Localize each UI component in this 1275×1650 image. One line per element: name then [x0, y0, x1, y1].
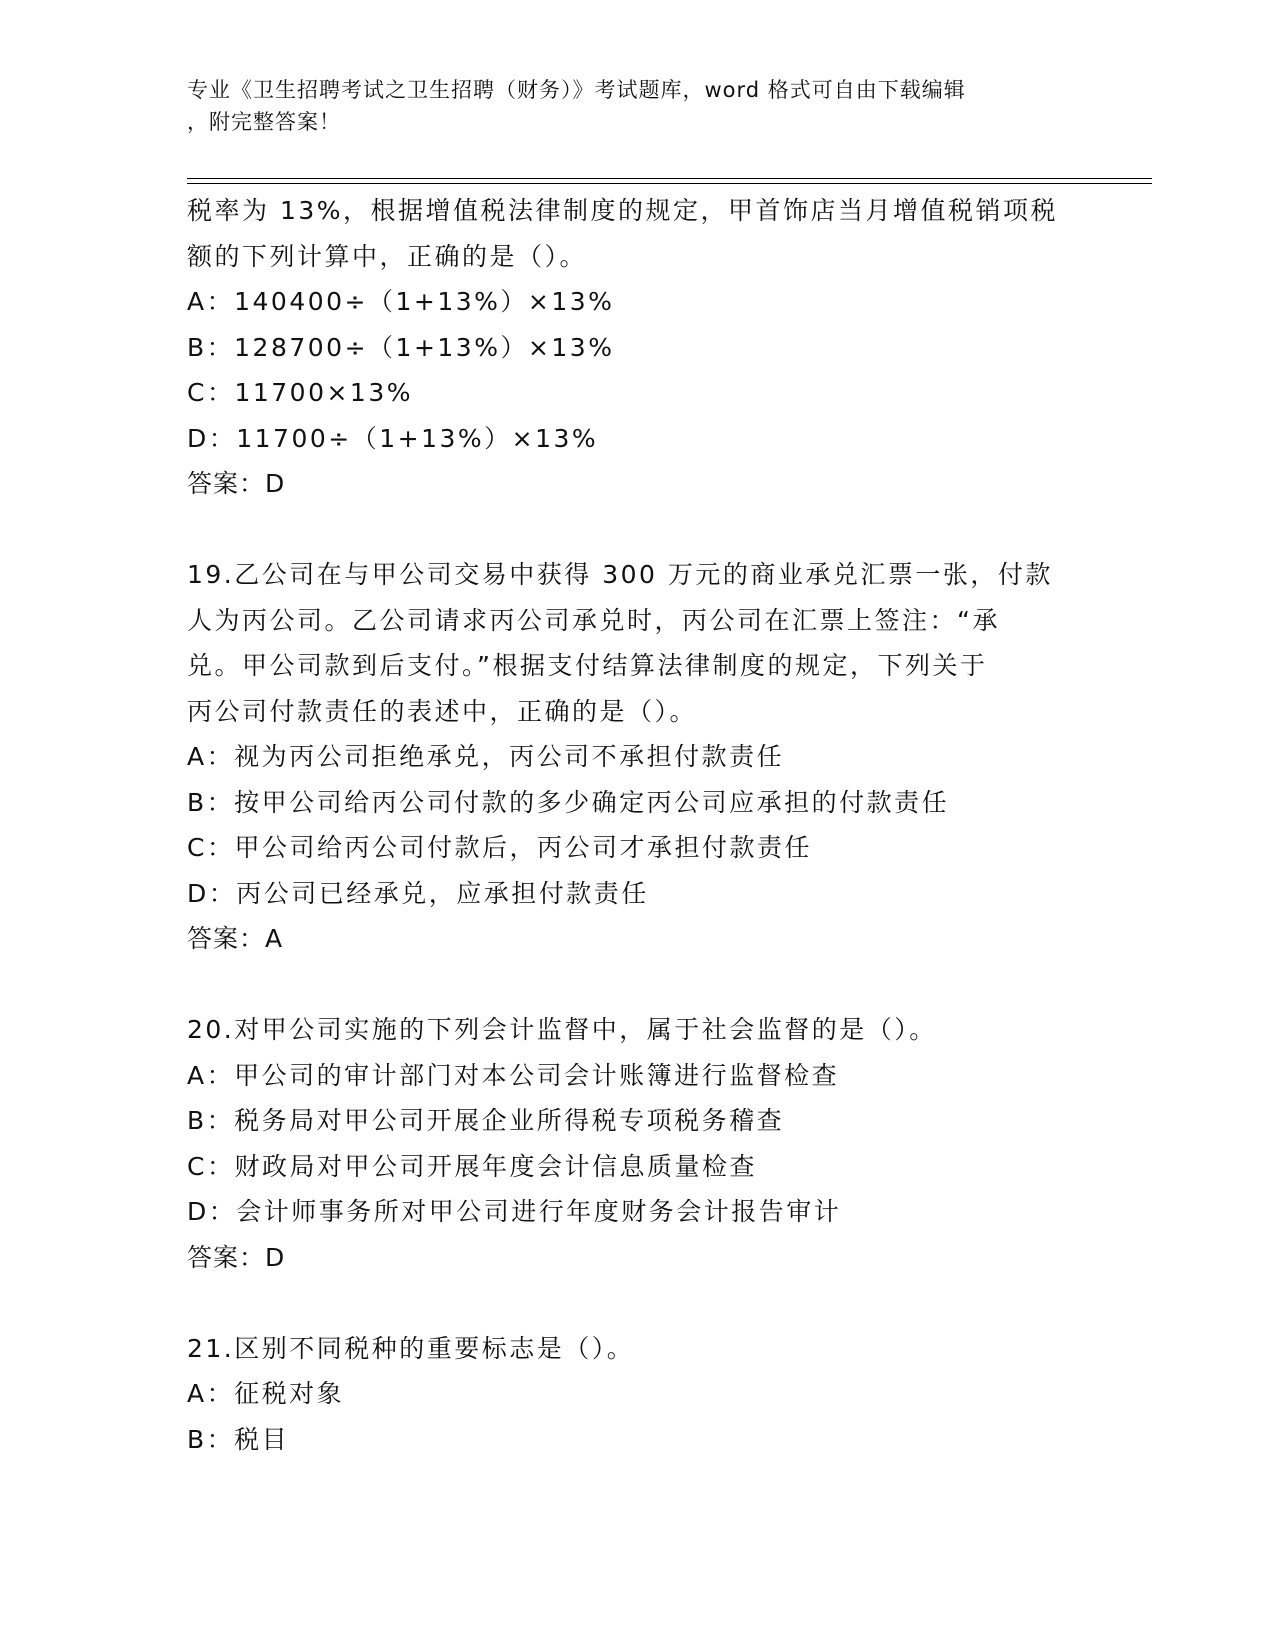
- spacer: [187, 507, 1087, 553]
- question-stem-line: 19.乙公司在与甲公司交易中获得 300 万元的商业承兑汇票一张，付款: [187, 560, 1053, 589]
- option-a: A：征税对象: [187, 1379, 345, 1408]
- option-c: C：甲公司给丙公司付款后，丙公司才承担付款责任: [187, 833, 812, 862]
- question-19: [187, 552, 1087, 962]
- option-a: A：140400÷（1+13%）×13%: [187, 287, 615, 316]
- question-content: [187, 188, 1087, 1462]
- question-stem-line: 20.对甲公司实施的下列会计监督中，属于社会监督的是（）。: [187, 1015, 937, 1044]
- option-b: B：税务局对甲公司开展企业所得税专项税务稽查: [187, 1106, 785, 1135]
- option-d: D：丙公司已经承兑，应承担付款责任: [187, 878, 649, 908]
- header-divider-bottom: [187, 183, 1152, 184]
- option-d: D：11700÷（1+13%）×13%: [187, 423, 599, 453]
- option-a: A：视为丙公司拒绝承兑，丙公司不承担付款责任: [187, 742, 785, 771]
- question-stem-line: 人为丙公司。乙公司请求丙公司承兑时，丙公司在汇票上签注：“承: [187, 605, 1000, 635]
- question-stem-line: 税率为 13%，根据增值税法律制度的规定，甲首饰店当月增值税销项税: [187, 196, 1059, 225]
- header-line-1: 专业《卫生招聘考试之卫生招聘（财务）》考试题库，word 格式可自由下载编辑: [187, 78, 966, 102]
- option-c: C：财政局对甲公司开展年度会计信息质量检查: [187, 1151, 757, 1181]
- question-stem-line: 兑。甲公司款到后支付。”根据支付结算法律制度的规定，下列关于: [187, 651, 988, 680]
- option-b: B：按甲公司给丙公司付款的多少确定丙公司应承担的付款责任: [187, 787, 950, 817]
- option-d: D：会计师事务所对甲公司进行年度财务会计报告审计: [187, 1197, 842, 1226]
- answer-line: 答案：A: [187, 924, 284, 953]
- spacer: [187, 1280, 1087, 1326]
- option-c: C：11700×13%: [187, 378, 413, 407]
- option-b: B：128700÷（1+13%）×13%: [187, 332, 615, 362]
- option-b: B：税目: [187, 1424, 290, 1454]
- question-stem-line: 丙公司付款责任的表述中，正确的是（）。: [187, 696, 698, 726]
- spacer: [187, 962, 1087, 1008]
- answer-line: 答案：D: [187, 469, 286, 498]
- question-stem-line: 额的下列计算中，正确的是（）。: [187, 241, 588, 271]
- question-stem-line: 21.区别不同税种的重要标志是（）。: [187, 1333, 635, 1363]
- question-20: [187, 1007, 1087, 1280]
- header-line-2: ，附完整答案！: [187, 110, 341, 134]
- answer-line: 答案：D: [187, 1242, 286, 1272]
- question-18: [187, 188, 1087, 507]
- question-21: [187, 1326, 1087, 1463]
- document-header: [187, 74, 1067, 138]
- header-divider-top: [187, 178, 1152, 179]
- option-a: A：甲公司的审计部门对本公司会计账簿进行监督检查: [187, 1060, 840, 1090]
